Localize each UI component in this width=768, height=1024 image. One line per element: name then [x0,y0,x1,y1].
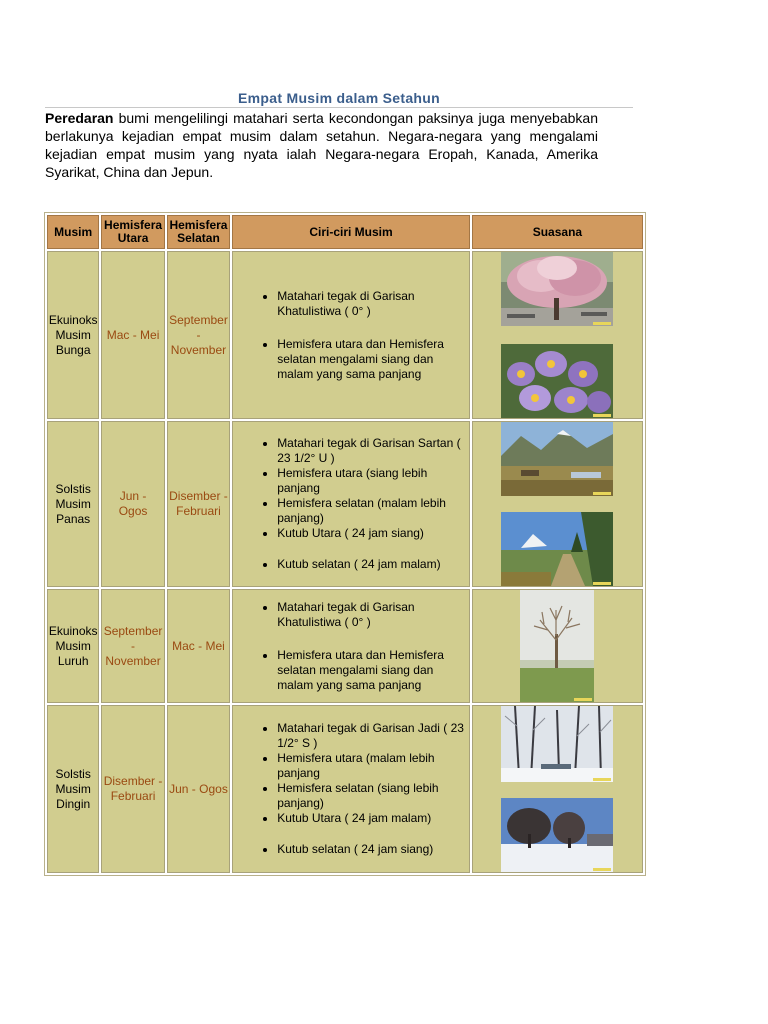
season-name-line: Musim [55,496,91,511]
month-range: Disember - [169,489,228,503]
month-range: November [105,653,161,668]
ciri-item: • Matahari tegak di Garisan Jadi ( 23 1/2° S ) [277,721,469,751]
intro-lead-word: Peredaran [45,110,114,126]
season-name-line: Ekuinoks [48,312,98,327]
ciri-musim-cell [232,589,470,703]
hemisfera-utara-cell [101,251,164,419]
ciri-musim-cell [232,705,470,873]
crocus-flowers-image [501,344,613,418]
hemisfera-selatan-cell [167,421,230,587]
header-hemisfera-selatan [167,215,230,249]
season-name-cell [47,589,99,703]
month-range: - [131,638,136,653]
mountain-valley-photo [501,422,613,496]
hemisfera-selatan-cell [167,589,230,703]
suasana-cell [472,421,643,587]
ciri-item: • Hemisfera selatan (siang lebih panjang) [277,781,469,811]
season-name-line: Panas [56,511,91,526]
month-range: November [170,342,227,357]
season-name-line: Solstis [55,481,91,496]
season-name-line: Solstis [55,766,91,781]
magnolia-tree-photo [501,252,613,326]
ciri-item: • Hemisfera utara dan Hemisfera selatan mengalami siang dan malam yang sama panjang [277,648,469,693]
hemisfera-selatan-cell [167,705,230,873]
ciri-item: • Matahari tegak di Garisan Sartan ( 23 1/2° U ) [277,436,469,466]
bare-tree-fog-image [520,590,594,702]
intro-text: bumi mengelilingi matahari serta kecondongan paksinya juga menyebabkan berlakunya kejadian empat musim dalam setahun. Negara-negara yang mengalami kejadian empat musim yang nyata ialah Negara-negara Eropah, Kanada, Amerika Syarikat, China dan Jepun. [45,110,598,180]
header-utara-line1: Hemisfera [104,218,163,232]
season-name-line: Ekuinoks [48,623,98,638]
ciri-list [233,721,469,857]
photo-credit-mark [574,698,592,701]
ciri-item: • Kutub Utara ( 24 jam malam) [277,811,469,826]
crocus-flowers-photo [501,344,613,418]
header-musim: Musim [47,215,99,249]
header-hemisfera-utara [101,215,164,249]
ciri-list [233,600,469,693]
season-name-cell [47,705,99,873]
bare-tree-fog-photo [520,590,594,702]
intro-paragraph [45,109,598,181]
ciri-item: • Hemisfera utara (siang lebih panjang [277,466,469,496]
season-name-cell [47,251,99,419]
header-suasana: Suasana [472,215,643,249]
season-name-line: Musim [55,638,91,653]
hemisfera-utara-cell [101,705,164,873]
month-range: Februari [176,504,221,518]
snowy-forest-image [501,706,613,782]
photo-credit-mark [593,414,611,417]
mountain-valley-image [501,422,613,496]
ciri-item: • Matahari tegak di Garisan Khatulistiwa ( 0° ) [277,289,469,319]
ciri-musim-cell [232,251,470,419]
table-row [47,421,643,587]
suasana-cell [472,251,643,419]
season-name-line: Dingin [56,796,91,811]
photo-credit-mark [593,492,611,495]
hemisfera-utara-cell [101,421,164,587]
ciri-item: • Kutub selatan ( 24 jam siang) [277,842,469,857]
ciri-item: • Hemisfera utara dan Hemisfera selatan mengalami siang dan malam yang sama panjang [277,337,469,382]
season-name-line: Luruh [57,653,89,668]
ciri-list [233,289,469,382]
season-name-line: Bunga [55,342,91,357]
suasana-cell [472,705,643,873]
table-row [47,589,643,703]
page-title: Empat Musim dalam Setahun [238,90,440,106]
month-range: September [169,312,228,327]
ciri-item: • Hemisfera utara (malam lebih panjang [277,751,469,781]
month-range: Disember - [103,774,163,788]
forest-path-image [501,512,613,586]
snowy-field-photo [501,798,613,872]
suasana-cell [472,589,643,703]
month-range: September [103,623,163,638]
ciri-item: • Kutub selatan ( 24 jam malam) [277,557,469,572]
header-selatan-line1: Hemisfera [169,218,228,232]
month-range: Jun - [119,489,147,503]
table-row [47,251,643,419]
table-row [47,705,643,873]
hemisfera-selatan-cell [167,251,230,419]
snowy-forest-photo [501,706,613,782]
photo-credit-mark [593,868,611,871]
ciri-item: • Matahari tegak di Garisan Khatulistiwa ( 0° ) [277,600,469,630]
table-header-row [47,215,643,249]
forest-path-photo [501,512,613,586]
ciri-item: • Kutub Utara ( 24 jam siang) [277,526,469,541]
seasons-table [44,212,646,876]
header-selatan-line2: Selatan [177,231,220,245]
month-range: Mac - Mei [106,327,160,342]
month-range: Mac - Mei [172,638,225,653]
season-name-line: Musim [55,781,91,796]
month-range: Februari [110,789,156,803]
season-name-cell [47,421,99,587]
month-range: Ogos [118,504,148,518]
ciri-item: • Hemisfera selatan (malam lebih panjang) [277,496,469,526]
month-range: Jun - Ogos [169,781,228,796]
title-divider [45,107,633,108]
photo-credit-mark [593,322,611,325]
ciri-musim-cell [232,421,470,587]
month-range: - [196,327,201,342]
photo-credit-mark [593,582,611,585]
header-ciri-musim: Ciri-ciri Musim [232,215,470,249]
hemisfera-utara-cell [101,589,164,703]
magnolia-tree-image [501,252,613,326]
header-utara-line2: Utara [117,231,149,245]
snowy-field-image [501,798,613,872]
ciri-list [233,436,469,572]
photo-credit-mark [593,778,611,781]
season-name-line: Musim [55,327,91,342]
